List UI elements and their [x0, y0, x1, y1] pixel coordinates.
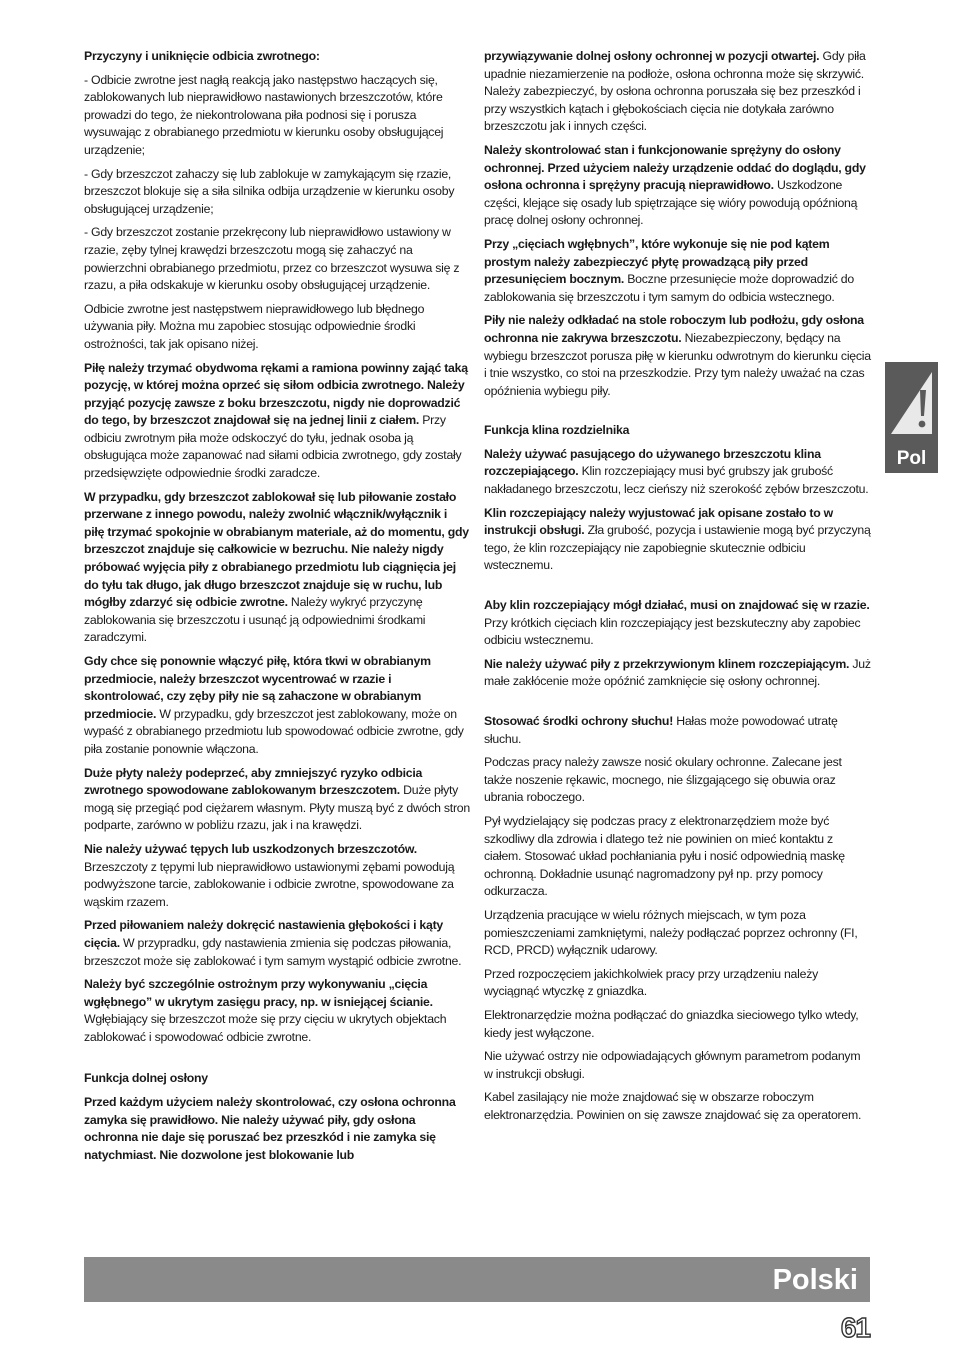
- bold-text: Należy być szczególnie ostrożnym przy wykonywaniu „cięcia wgłębnego” w ukrytym zasięgu pracy, np. w isniejącej ścianie.: [84, 977, 433, 1009]
- body-text: Przy krótkich cięciach klin rozczepiający jest bezskuteczny aby zapobiec odbiciu wstecznemu.: [484, 615, 861, 648]
- paragraph: [484, 656, 872, 691]
- bold-text: Nie należy używać tępych lub uszkodzonych brzeszczotów.: [84, 841, 417, 856]
- paragraph: [84, 917, 470, 970]
- bold-text: Gdy chce się ponownie włączyć piłę, która tkwi w obrabianym przedmiocie, należy brzeszczot wycentrować w rzazie i skontrolować, czy zęby piły nie są zahaczone w obrabianym przedmiocie.: [84, 654, 431, 721]
- page-number: 61: [840, 1312, 870, 1343]
- body-text: Gdy piła upadnie niezamierzenie na podłoże, osłona ochronna może się skrzywić. Należy zabezpieczyć, by osłona ochronna poruszała się bez przeszkód i przy wszystkich kątach i głębokościach cięcia nie dotykała zarówno brzeszczotu jak i innych części.: [484, 49, 866, 134]
- paragraph: - Gdy brzeszczot zahaczy się lub zablokuje w zamykającym się rzazie, brzeszczot blokuje się a siła silnika odbija urządzenie w kierunku osoby obsługującej urządzenie;: [84, 166, 455, 216]
- paragraph: Elektronarzędzie można podłączać do gniazdka sieciowego tylko wtedy, kiedy jest wyłączone.: [484, 1007, 859, 1040]
- body-text: Należy wykryć przyczynę zablokowania się brzeszczotu i usunąć ją odpowiednimi środkami zaradczymi.: [84, 595, 426, 645]
- paragraph: [484, 597, 872, 650]
- body-text: Wgłębiający się brzeszczot może się przy cięciu w ukrytych objektach zablokować i spowodować odbicie zwrotne.: [84, 1012, 447, 1044]
- body-text: Już małe zakłócenie może opóźnić zamknięcie się osłony ochronnej.: [484, 656, 871, 689]
- paragraph: [84, 976, 470, 1046]
- bold-text: Klin rozczepiający należy wyjustować jak opisane zostało to w instrukcji obsługi.: [484, 505, 833, 538]
- body-text: Hałas może powodować utratę słuchu.: [484, 714, 838, 746]
- bold-text: Nie należy używać piły z przekrzywionym klinem rozczepiającym.: [484, 656, 850, 671]
- paragraph: - Gdy brzeszczot zostanie przekręcony lub nieprawidłowo ustawiony w rzazie, zęby tylnej krawędzi brzeszczotu mogą się zahaczyć na powierzchni obrabianego przedmiotu, przez co brzeszczot wysuwa się z rzazu, a piła odskakuje w kierunku osoby obsługującej urządzenie.: [84, 225, 460, 293]
- footer-language-title: Polski: [772, 1264, 858, 1296]
- bold-text: Przy „cięciach wgłębnych”, które wykonuje się nie pod kątem prostym należy zabezpieczyć płytę prowadzącą piły przed przesunięciem bocznym.: [484, 236, 830, 287]
- paragraph: [84, 1094, 470, 1164]
- paragraph: [84, 841, 470, 911]
- paragraph: [84, 360, 470, 483]
- bold-text: Należy używać pasującego do używanego brzeszczotu klina rozczepiającego.: [484, 446, 821, 479]
- paragraph: Podczas pracy należy zawsze nosić okulary ochronne. Zalecane jest także noszenie rękawic, mocnego, nie ślizgającego się obuwia oraz ubrania roboczego.: [484, 755, 842, 805]
- bold-text: Przed piłowaniem należy dokręcić nastawienia głębokości i kąty cięcia.: [84, 918, 444, 950]
- body-text: Przy odbiciu zwrotnym piła może odskoczyć do tyłu, jednak osoba ją obsługująca może zapanować nad siłami odbicia zwrotnego, gdy zostały przedsięwzięte odpowiednie środki zaradcze.: [84, 413, 462, 481]
- paragraph: Urządzenia pracujące w wielu różnych miejscach, w tym poza pomieszczeniami zamkniętymi, należy podłączać poprzez ochronny (FI, RCD, PRCD) wyłącznik udarowy.: [484, 907, 858, 958]
- bold-text: Należy skontrolować stan i funkcjonowanie sprężyny do osłony ochronnej. Przed użyciem należy urządzenie oddać do doglądu, gdy osłona ochronna i sprężyny pracują nieprawidłowo.: [484, 142, 866, 193]
- paragraph: Przed rozpoczęciem jakichkolwiek pracy przy urządzeniu należy wyciągnąć wtyczkę z gniazdka.: [484, 966, 818, 999]
- body-text: Duże płyty mogą się przegiąć pod ciężarem własnym. Płyty muszą być z dwóch stron podparte, zarówno w pobliżu rzazu, jak i na krawędzi.: [84, 783, 470, 833]
- paragraph: [484, 505, 872, 575]
- paragraph: Pył wydzielający się podczas pracy z elektronarzędziem może być szkodliwy dla zdrowia i dlatego też nie powinien on mieć kontaktu z ciałem. Stosować układ pochłaniania pyłu i nosić odpowiednią maskę ochronną. Dokładnie usunąć nagromadzony pył np. przy pomocy odkurzacza.: [484, 813, 845, 899]
- body-text: W przypadku, gdy brzeszczot jest zablokowany, może on wypaść z obrabianego przedmiotu lub spowodować odbicie zwrotne, gdy piła zostanie ponownie włączona.: [84, 706, 464, 756]
- paragraph: [84, 765, 470, 835]
- left-column: [84, 48, 470, 1170]
- body-text: W przypradku, gdy nastawienia zmienia się podczas piłowania, brzeszczot może się zablokować i tym samym wystąpić odbicie zwrotne.: [84, 935, 462, 968]
- paragraph: [484, 236, 872, 306]
- body-text: Brzeszczoty z tępymi lub nieprawidłowo ustawionymi zębami powodują podwyższone tarcie, zablokowanie i odbicie zwrotne, spowodowane za wąskim rzazem.: [84, 859, 455, 909]
- footer-language-bar: [84, 1257, 870, 1302]
- heading-kickback: Przyczyny i uniknięcie odbicia zwrotnego:: [84, 49, 320, 63]
- paragraph: Kabel zasilający nie może znajdować się w obszarze roboczym elektronarzędzia. Powinien on się zawsze znajdować się za operatorem.: [484, 1090, 862, 1122]
- paragraph: [484, 446, 872, 499]
- bold-text: Stosować środki ochrony słuchu!: [484, 714, 674, 728]
- bold-text: Piły nie należy odkładać na stole roboczym lub podłożu, gdy osłona ochronna nie zakrywa brzeszczotu.: [484, 313, 864, 345]
- body-text: Boczne przesunięcie może doprowadzić do zablokowania się brzeszczotu i tym samym do odbicia wstecznego.: [484, 272, 854, 304]
- bold-text: W przypadku, gdy brzeszczot zablokował się lub piłowanie zostało przerwane z innego powodu, należy zwolnić włącznik/wyłącznik i piłę trzymać spokojnie w obrabianym materiale, aż do momentu, gdy brzeszczot znajduje się całkowicie w bezruchu. Nie należy nigdy próbować wyjęcia piły z obrabianego przedmiotu lub ciągnięcia jej do tyłu tak długo, jak długo brzeszczot znajduje się w ruchu, lub mógłby zdarzyć się odbicie zwrotne.: [84, 489, 469, 610]
- language-label: Pol: [896, 448, 927, 469]
- body-text: Klin rozczepiający musi być grubszy jak grubość nakładanego brzeszczotu, lecz cieńszy niż szerokość zębów brzeszczotu.: [484, 464, 869, 497]
- bold-text: Przed każdym użyciem należy skontrolować, czy osłona ochronna zamyka się prawidłowo. Nie należy używać piły, gdy osłona ochronna nie daje się poruszać bez przeszkód i nie zamyka się natychmiast. Nie dozwolone jest blokowanie lub: [84, 1095, 456, 1162]
- paragraph: [84, 653, 470, 759]
- paragraph: Nie używać ostrzy nie odpowiadających głównym parametrom podanym w instrukcji obsługi.: [484, 1049, 861, 1081]
- bold-text: Aby klin rozczepiający mógł działać, musi on znajdować się w rzazie.: [484, 598, 870, 613]
- paragraph: - Odbicie zwrotne jest nagłą reakcją jako następstwo haczących się, zablokowanych lub nieprawidłowo nastawionych brzeszczotów, które prowadzi do tego, że niekontrolowana piła podnosi się i porusza wysuwając z obrabianego przedmiotu w kierunku osoby obsługującej urządzenie;: [84, 72, 444, 157]
- warning-exclamation-icon: [889, 368, 934, 440]
- language-side-tab: [885, 362, 938, 473]
- bold-text: przywiązywanie dolnej osłony ochronnej w pozycji otwartej.: [484, 49, 820, 63]
- paragraph: [484, 713, 872, 748]
- heading-riving-knife: Funkcja klina rozdzielnika: [484, 423, 630, 438]
- right-column: [484, 48, 872, 1130]
- bold-text: Piłę należy trzymać obydwoma rękami a ramiona powinny zająć taką pozycję, w której można oprzeć się siłom odbicia zwrotnego. Należy przyjąć pozycję zawsze z boku brzeszczotu, nigdy nie doprowadzić do tego, by brzeszczot znajdował się na jednej linii z ciałem.: [84, 360, 468, 428]
- heading-lower-guard: Funkcja dolnej osłony: [84, 1071, 208, 1086]
- body-text: Zła grubość, pozycja i ustawienie mogą być przyczyną tego, że klin rozczepiający nie zapobiegnie skutecznie odbiciu wstecznemu.: [484, 523, 871, 573]
- bold-text: Duże płyty należy podeprzeć, aby zmniejszyć ryzyko odbicia zwrotnego spowodowane zablokowanym brzeszczotem.: [84, 765, 423, 798]
- paragraph: [484, 312, 872, 400]
- body-text: Niezabezpieczony, będący na wybiegu brzeszczot porusza piłę w kierunku odwrotnym do kierunku cięcia i tnie wszystko, co stoi na przeszkodzie. Przy tym należy uważać na czas opóźnienia wybiegu piły.: [484, 330, 871, 398]
- paragraph: [484, 48, 872, 136]
- paragraph: Odbicie zwrotne jest następstwem nieprawidłowego lub błędnego używania piły. Można mu zapobiec stosując odpowiednie środki ostrożności, tak jak opisano niżej.: [84, 301, 425, 351]
- body-text: Uszkodzone części, klejące się osady lub spiętrzające się wióry powodują opóźnioną pracę dolnej osłony ochronnej.: [484, 178, 858, 228]
- paragraph: [84, 489, 470, 647]
- paragraph: [484, 142, 872, 230]
